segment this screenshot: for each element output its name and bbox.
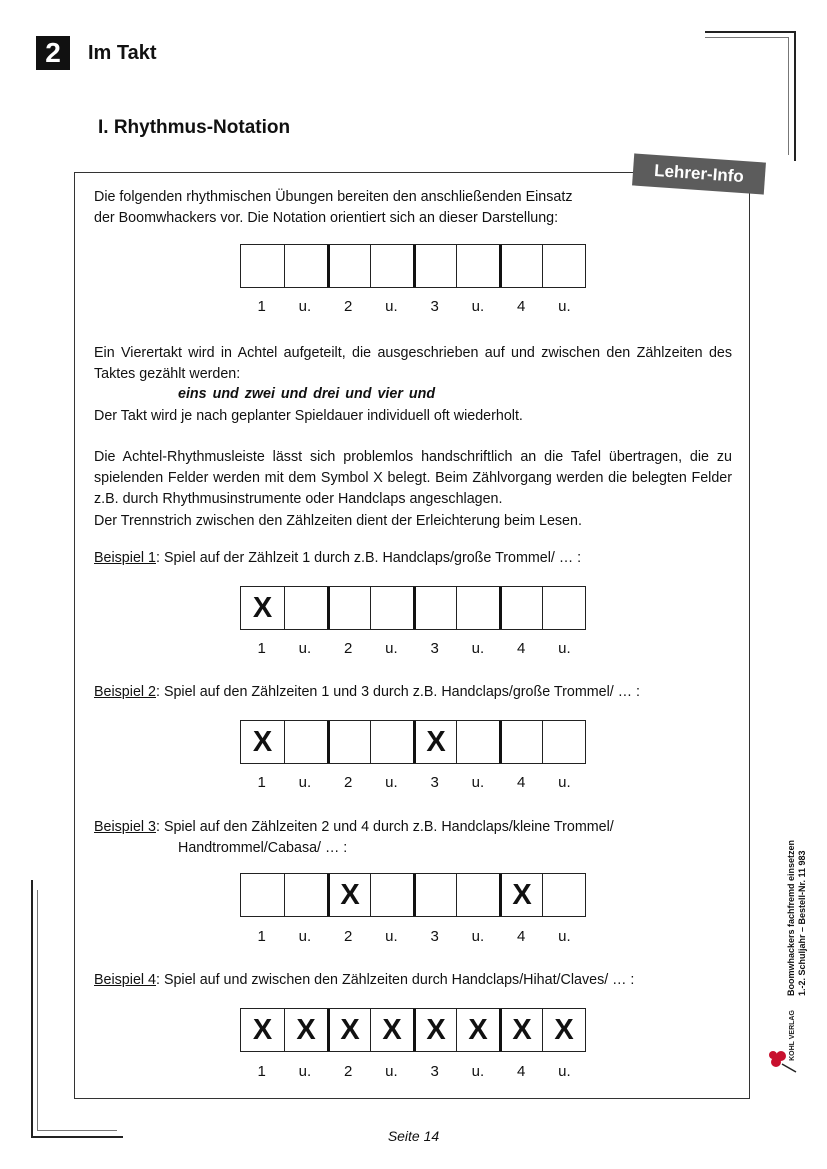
rhythm-cell [542,721,585,763]
corner-line-top-h2 [705,37,789,38]
count-label: u. [385,928,398,945]
example-2-label: Beispiel 2 [94,684,156,700]
corner-line-bottom-v2 [37,890,38,1130]
page-number: Seite 14 [387,1128,440,1144]
count-label: u. [298,298,312,315]
rhythm-grid-example-3 [240,873,586,917]
rhythm-cell [327,245,370,287]
corner-line-bottom-v1 [31,880,33,1137]
count-row-notation [240,298,586,315]
example-3-text: : Spiel auf den Zählzeiten 2 und 4 durch z.B. Handclaps/kleine Trommel/ [156,819,614,835]
rhythm-cell [327,721,370,763]
rhythm-cell: X [413,721,456,763]
rhythm-cell: X [327,1009,370,1051]
rhythm-cell [327,587,370,629]
example-4-caption [94,970,732,991]
count-label: u. [298,928,312,945]
logo-text: KOHL VERLAG [788,1009,796,1061]
paragraph-rhythmusleiste: Die Achtel-Rhythmusleiste lässt sich problemlos handschriftlich an die Tafel übertragen, die zu spielenden Felder werden mit dem Symbol X belegt. Beim Zählvorgang werden die belegten Felder z.B. durch Rhythmusinstrumente oder Handclaps angeschlagen. [94,449,732,507]
rhythm-cell: X [327,874,370,916]
example-4-label: Beispiel 4 [94,972,156,988]
rhythm-cell [456,245,499,287]
count-label: u. [471,298,485,315]
section-title: I. Rhythmus-Notation [98,117,291,138]
rhythm-cell: X [370,1009,413,1051]
corner-line-top-h1 [705,31,795,33]
intro-line-2: der Boomwhackers vor. Die Notation orientiert sich an dieser Darstellung: [94,210,559,226]
rhythm-cell [241,245,284,287]
corner-line-top-v1 [794,31,796,161]
rhythm-cell [542,587,585,629]
count-label: u. [558,1063,571,1080]
count-label: 3 [430,928,439,945]
count-label: 4 [516,640,526,657]
rhythm-cell [542,245,585,287]
rhythm-cell: X [499,1009,542,1051]
rhythm-cell [284,587,327,629]
count-label: u. [471,774,485,791]
rhythm-cell [284,874,327,916]
example-3-caption [94,817,732,859]
rhythm-cell: X [413,1009,456,1051]
count-label: 3 [430,640,439,657]
example-1-text: : Spiel auf der Zählzeit 1 durch z.B. Handclaps/große Trommel/ … : [156,550,582,566]
example-1-caption [94,548,732,569]
rhythm-cell [499,721,542,763]
count-label: u. [558,640,571,657]
rhythm-cell [284,245,327,287]
count-label: u. [558,928,571,945]
rhythm-cell: X [456,1009,499,1051]
count-label: u. [385,1063,398,1080]
example-2-caption [94,682,732,703]
count-label: 1 [257,928,266,945]
count-row-example-3 [240,928,586,945]
count-row-example-2 [240,774,586,791]
count-label: u. [471,1063,485,1080]
count-label: u. [471,640,485,657]
count-label: 2 [343,298,353,315]
rhythm-cell [370,721,413,763]
example-1-label: Beispiel 1 [94,550,156,566]
count-label: 2 [343,640,353,657]
count-label: 3 [430,1063,439,1080]
count-label: 2 [343,928,353,945]
count-label: 4 [516,928,526,945]
rhythm-cell: X [542,1009,585,1051]
paragraph-vierertakt: Ein Vierertakt wird in Achtel aufgeteilt, die ausgeschrieben auf und zwischen den Zählzeiten des Taktes gezählt werden: [94,345,732,382]
side-line-1: Boomwhackers fachfremd einsetzen [786,839,796,997]
count-label: 4 [516,1063,526,1080]
rhythm-cell [370,245,413,287]
rhythm-grid-example-2 [240,720,586,764]
rhythm-cell [413,874,456,916]
rhythm-grid-notation [240,244,586,288]
kohl-verlag-logo [768,1009,802,1074]
rhythm-cell [284,721,327,763]
corner-line-top-v2 [788,37,789,155]
rhythm-cell [241,874,284,916]
rhythm-cell [456,721,499,763]
intro-text [94,187,732,229]
rhythm-cell [542,874,585,916]
count-row-example-1 [240,640,586,657]
rhythm-cell [413,587,456,629]
count-label: u. [558,298,571,315]
chapter-title: Im Takt [88,42,157,64]
count-label: 4 [516,298,526,315]
example-4-text: : Spiel auf und zwischen den Zählzeiten durch Handclaps/Hihat/Claves/ … : [156,972,635,988]
example-3-label: Beispiel 3 [94,819,156,835]
rhythm-cell: X [252,725,273,758]
count-label: u. [298,774,312,791]
rhythm-grid-example-4 [240,1008,586,1052]
count-label: 4 [516,774,526,791]
rhythm-cell [370,587,413,629]
count-label: 1 [257,774,266,791]
rhythm-cell: X [252,1013,273,1046]
count-label: 1 [257,640,266,657]
counting-syllables: eins und zwei und drei und vier und [178,386,436,402]
count-label: 3 [430,298,439,315]
count-label: u. [298,1063,312,1080]
rhythm-cell [370,874,413,916]
count-label: 2 [343,774,353,791]
rhythm-cell [456,874,499,916]
rhythm-grid-example-1 [240,586,586,630]
count-label: u. [385,640,398,657]
count-label: u. [558,774,571,791]
side-publication-info [782,828,812,1008]
count-row-example-4 [240,1063,586,1080]
example-2-text: : Spiel auf den Zählzeiten 1 und 3 durch z.B. Handclaps/große Trommel/ … : [156,684,640,700]
rhythm-cell: X [284,1009,327,1051]
count-label: 2 [343,1063,353,1080]
count-label: 1 [257,298,266,315]
rhythm-cell: X [499,874,542,916]
chapter-number-badge: 2 [36,36,70,70]
rhythm-cell [413,245,456,287]
rhythm-cell: X [252,591,273,624]
lehrer-info-badge: Lehrer-Info [632,153,766,194]
example-3-text-line-2: Handtrommel/Cabasa/ … : [178,840,348,856]
side-line-2: 1.-2. Schuljahr – Bestell-Nr. 11 983 [797,850,807,997]
count-label: 1 [257,1063,266,1080]
rhythm-cell [499,587,542,629]
intro-line-1: Die folgenden rhythmischen Übungen bereiten den anschließenden Einsatz [94,189,573,205]
rhythm-cell [499,245,542,287]
paragraph-repeat: Der Takt wird je nach geplanter Spieldauer individuell oft wiederholt. [94,408,523,424]
count-label: u. [385,298,398,315]
count-label: 3 [430,774,439,791]
count-label: u. [298,640,312,657]
count-label: u. [385,774,398,791]
paragraph-trennstrich: Der Trennstrich zwischen den Zählzeiten dient der Erleichterung beim Lesen. [94,513,582,529]
count-label: u. [471,928,485,945]
rhythm-cell [456,587,499,629]
